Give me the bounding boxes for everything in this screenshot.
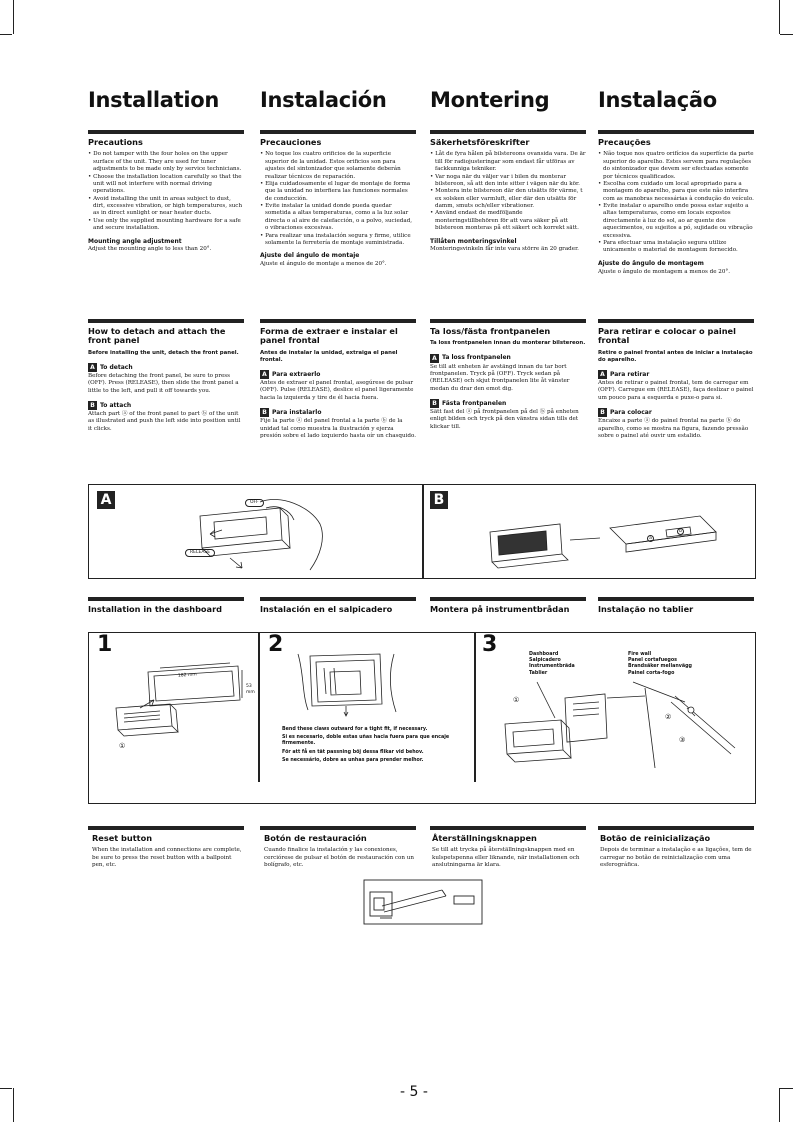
- label: Tablier: [529, 670, 548, 676]
- bullet: • Elija cuidadosamente el lugar de montaje de forma que la unidad no interfiera las funciones normales de conducción.: [260, 181, 416, 203]
- label-a: [260, 370, 416, 379]
- subheading: Tillåten monteringsvinkel: [430, 237, 517, 245]
- title-sv: Montering: [430, 88, 550, 112]
- heading: Forma de extraer e instalar el panel frontal: [260, 326, 398, 346]
- attach-illustration: [480, 510, 730, 575]
- panel-en: [88, 327, 244, 433]
- step-divider: [258, 632, 260, 782]
- dash-heading-es: Instalación en el salpicadero: [260, 604, 393, 614]
- badge-b: B: [598, 408, 607, 417]
- figure-a-badge: A: [97, 491, 115, 509]
- part-b-marker: b: [677, 528, 684, 535]
- step-1-number: 1: [97, 632, 113, 657]
- paragraph: Ajuste el ángulo de montaje a menos de 20°.: [260, 261, 387, 268]
- heading: Säkerhetsföreskrifter: [430, 137, 530, 147]
- badge-a: A: [598, 370, 607, 379]
- paragraph: Antes de retirar o painel frontal, tem de carregar em (OFF). Carregue em (RELEASE), faça deslizar o painel um pouco para a esquerda e puxe-o para si.: [598, 380, 754, 401]
- section-rule: [430, 826, 586, 830]
- label-text: Ta loss frontpanelen: [442, 354, 511, 362]
- crop-mark: [13, 0, 14, 34]
- badge-a: A: [430, 354, 439, 363]
- step-divider: [474, 632, 476, 782]
- note-line: Bend these claws outward for a tight fit, if necessary.: [282, 727, 428, 732]
- crop-mark: [779, 1088, 780, 1122]
- title-en: Installation: [88, 88, 220, 112]
- paragraph: Adjust the mounting angle to less than 20°.: [88, 246, 212, 253]
- intro: Ta loss frontpanelen innan du monterar bilstereon.: [430, 340, 586, 347]
- callout-2: ②: [665, 713, 672, 721]
- crop-mark: [779, 0, 780, 34]
- precautions-en: [88, 138, 244, 254]
- bullet: • Montera inte bilstereon där den utsätts för värme, t ex solsken eller varmluft, eller där den utsätts för damm, smuts och/eller vibrationer.: [430, 188, 586, 210]
- reset-en: [92, 834, 244, 870]
- paragraph: Depois de terminar a instalação e as ligações, tem de carregar no botão de reinicialização com uma esferográfica.: [600, 847, 752, 869]
- callout-1: ①: [513, 696, 520, 704]
- step-3-illustration: [495, 678, 745, 773]
- bullet: • Använd endast de medföljande monteringstillbehören för att vara säker på att bilstereon monteras på ett säkert och korrekt sätt.: [430, 210, 586, 232]
- reset-button-illustration: [362, 878, 486, 928]
- label-a: [598, 370, 756, 379]
- label-a: [430, 354, 586, 363]
- bullet: • Use only the supplied mounting hardware for a safe and secure installation.: [88, 218, 244, 233]
- dash-heading-sv: Montera på instrumentbrådan: [430, 604, 570, 614]
- label-text: To attach: [100, 401, 132, 409]
- reset-pt: [600, 834, 756, 870]
- label: Instrumentbräda: [529, 664, 575, 670]
- step-2-number: 2: [268, 632, 284, 657]
- section-rule: [88, 826, 244, 830]
- callout-1: ①: [119, 742, 126, 750]
- panel-sv: [430, 327, 586, 431]
- paragraph: Fije la parte ⓐ del panel frontal a la parte ⓑ de la unidad tal como muestra la ilustración y ejerza presión sobre el lado izquierdo hasta oír un chasquido.: [260, 418, 417, 439]
- badge-a: A: [88, 363, 97, 372]
- paragraph: Encaixe a parte ⓐ do painel frontal na parte ⓑ do aparelho, como se mostra na figura, fazendo pressão sobre o painel até ouvir um estalido.: [598, 418, 749, 439]
- bullet: • Para efectuar uma instalação segura utilize unicamente o material de montagem fornecido.: [598, 240, 756, 255]
- title-es: Instalación: [260, 88, 387, 112]
- heading: Ta loss/fästa frontpanelen: [430, 326, 551, 336]
- paragraph: Se till att enheten är avstängd innan du tar bort frontpanelen. Tryck på (OFF). Tryck sedan på (RELEASE) och skjut frontpanelen lite åt vänster medan du drar den emot dig.: [430, 363, 570, 392]
- paragraph: Cuando finalice la instalación y las conexiones, cerciórese de pulsar el botón de restauración con un bolígrafo, etc.: [264, 847, 414, 869]
- section-rule: [260, 319, 416, 323]
- section-rule: [430, 319, 586, 323]
- precautions-pt: [598, 138, 756, 276]
- section-rule: [260, 826, 416, 830]
- step-2-illustration: [290, 650, 410, 720]
- heading: Botão de reinicialização: [600, 833, 711, 843]
- reset-es: [264, 834, 416, 870]
- section-rule: [598, 826, 754, 830]
- crop-mark: [13, 1088, 14, 1122]
- label-b: [430, 399, 586, 408]
- bullet: • No toque los cuatro orificios de la superficie superior de la unidad. Estos orificios son para ajustes del sintonizador que solamente deberán realizar técnicos de reparación.: [260, 151, 416, 181]
- label-text: Para colocar: [610, 408, 652, 416]
- heading: Återställningsknappen: [432, 833, 537, 843]
- section-rule: [598, 319, 754, 323]
- heading: Precauções: [598, 137, 651, 147]
- label-text: Para extraerlo: [272, 370, 321, 378]
- note-line: För att få en tät passning böj dessa flikar vid behov.: [282, 749, 424, 755]
- firewall-labels: [628, 652, 692, 677]
- width-dimension: 182 mm: [177, 672, 197, 679]
- paragraph: Antes de extraer el panel frontal, asegúrese de pulsar (OFF). Pulse (RELEASE), deslice el panel ligeramente hacia la izquierda y tire de él hacia fuera.: [260, 380, 414, 401]
- dash-heading-pt: Instalação no tablier: [598, 604, 694, 614]
- subheading: Mounting angle adjustment: [88, 237, 182, 245]
- label: Brandsäker mellanvägg: [628, 664, 692, 670]
- heading: Botón de restauración: [264, 833, 367, 843]
- off-button-label: OFF: [245, 499, 264, 507]
- heading: How to detach and attach the front panel: [88, 326, 226, 346]
- crop-mark: [0, 34, 12, 35]
- part-a-marker: a: [647, 535, 654, 542]
- bullet: • Para realizar una instalación segura y firme, utilice solamente la ferretería de montaje suministrada.: [260, 233, 416, 248]
- section-rule: [88, 319, 244, 323]
- note-line: Se necessário, dobre as unhas para prender melhor.: [282, 757, 424, 763]
- bullet: • Do not tamper with the four holes on the upper surface of the unit. They are used for tuner adjustments to be made only by service technicians.: [88, 151, 244, 173]
- page-number: - 5 -: [400, 1084, 428, 1100]
- badge-b: B: [260, 408, 269, 417]
- subheading: Ajuste do ângulo de montagem: [598, 259, 704, 267]
- section-rule: [88, 130, 244, 134]
- badge-b: B: [88, 401, 97, 410]
- panel-es: [260, 327, 416, 440]
- bend-claws-note: [282, 727, 467, 764]
- intro: Retire o painel frontal antes de iniciar a instalação do aparelho.: [598, 349, 753, 363]
- paragraph: Ajuste o ângulo de montagem a menos de 20°.: [598, 268, 730, 275]
- label-b: [88, 401, 244, 410]
- label-b: [598, 408, 756, 417]
- badge-b: B: [430, 399, 439, 408]
- dash-heading-en: Installation in the dashboard: [88, 604, 222, 614]
- bullet: • Choose the installation location carefully so that the unit will not interfere with normal driving operations.: [88, 174, 244, 196]
- section-rule: [598, 130, 754, 134]
- section-rule: [430, 597, 586, 601]
- paragraph: Attach part ⓐ of the front panel to part ⓑ of the unit as illustrated and push the left side into position until it clicks.: [88, 411, 241, 432]
- section-rule: [598, 597, 754, 601]
- label-text: To detach: [100, 363, 133, 371]
- label: Painel corta-fogo: [628, 670, 675, 676]
- crop-mark: [0, 1088, 12, 1089]
- figure-b-badge: B: [430, 491, 448, 509]
- intro: Antes de instalar la unidad, extraiga el panel frontal.: [260, 349, 398, 363]
- label-text: Para instalarlo: [272, 408, 322, 416]
- height-dimension: 53 mm: [246, 684, 255, 695]
- intro: Before installing the unit, detach the front panel.: [88, 349, 239, 356]
- section-rule: [260, 597, 416, 601]
- subheading: Ajuste del ángulo de montaje: [260, 252, 360, 260]
- bullet: • Avoid installing the unit in areas subject to dust, dirt, excessive vibration, or high temperatures, such as in direct sunlight or near heater ducts.: [88, 196, 244, 218]
- bullet: • Não toque nos quatro orifícios da superfície da parte superior do aparelho. Estes servem para regulações do sintonizador que devem ser efectuadas somente por técnicos qualificados.: [598, 151, 756, 181]
- crop-mark: [780, 34, 793, 35]
- precautions-es: [260, 138, 416, 269]
- label: Fire wall: [628, 652, 652, 657]
- bullet: • Var noga när du väljer var i bilen du monterar bilstereon, så att den inte sitter i vägen när du kör.: [430, 174, 586, 189]
- title-pt: Instalação: [598, 88, 717, 112]
- paragraph: Monteringsvinkeln får inte vara större än 20 grader.: [430, 246, 579, 253]
- heading: Reset button: [92, 833, 153, 843]
- section-rule: [260, 130, 416, 134]
- section-rule: [88, 597, 244, 601]
- label-text: Fästa frontpanelen: [442, 399, 507, 407]
- badge-a: A: [260, 370, 269, 379]
- release-button-label: RELEASE: [185, 549, 215, 557]
- paragraph: When the installation and connections are complete, be sure to press the reset button with a ballpoint pen, etc.: [92, 847, 242, 869]
- label-a: [88, 363, 244, 372]
- crop-mark: [780, 1088, 793, 1089]
- figure-divider: [422, 484, 424, 579]
- note-line: Si es necesario, doble estas uñas hacia fuera para que encaje firmemente.: [282, 735, 450, 747]
- step-3-number: 3: [482, 632, 498, 657]
- heading: Precauciones: [260, 137, 322, 147]
- label: Panel cortafuegos: [628, 658, 677, 664]
- paragraph: Sätt fast del ⓐ på frontpanelen på del ⓑ på enheten enligt bilden och tryck på den vänstra sidan tills det klickar till.: [430, 409, 579, 430]
- label-text: Para retirar: [610, 370, 650, 378]
- label-b: [260, 408, 416, 417]
- bullet: • Evite instalar la unidad donde pueda quedar sometida a altas temperaturas, como a la luz solar directa o al aire de calefacción, o a polvo, suciedad, o vibraciones excesivas.: [260, 203, 416, 233]
- dashboard-labels: [529, 652, 575, 677]
- label: Salpicadero: [529, 658, 561, 664]
- heading: Para retirar e colocar o painel frontal: [598, 326, 736, 346]
- panel-pt: [598, 327, 756, 440]
- reset-sv: [432, 834, 586, 870]
- bullet: • Låt de fyra hålen på bilstereons ovansida vara. De är till för radiojusteringar som endast får utföras av fackkunniga tekniker.: [430, 151, 586, 173]
- paragraph: Before detaching the front panel, be sure to press (OFF). Press (RELEASE), then slide the front panel a little to the left, and pull it off towards you.: [88, 372, 239, 394]
- section-rule: [430, 130, 586, 134]
- paragraph: Se till att trycka på återställningsknappen med en kulspetspenna eller liknande, när installationen och anslutningarna är klara.: [432, 847, 580, 869]
- heading: Precautions: [88, 137, 143, 147]
- bullet: • Evite instalar o aparelho onde possa estar sujeito a altas temperaturas, como em locais expostos directamente à luz do sol, ao ar quente dos aquecimentos, ou sujeitos a pó, sujidade ou vibração excessiva.: [598, 203, 756, 240]
- precautions-sv: [430, 138, 586, 254]
- callout-3: ③: [679, 736, 686, 744]
- bullet: • Escolha com cuidado um local apropriado para a montagem do aparelho, para que este não interfira com as manobras necessárias à condução do veículo.: [598, 181, 756, 203]
- label: Dashboard: [529, 652, 559, 657]
